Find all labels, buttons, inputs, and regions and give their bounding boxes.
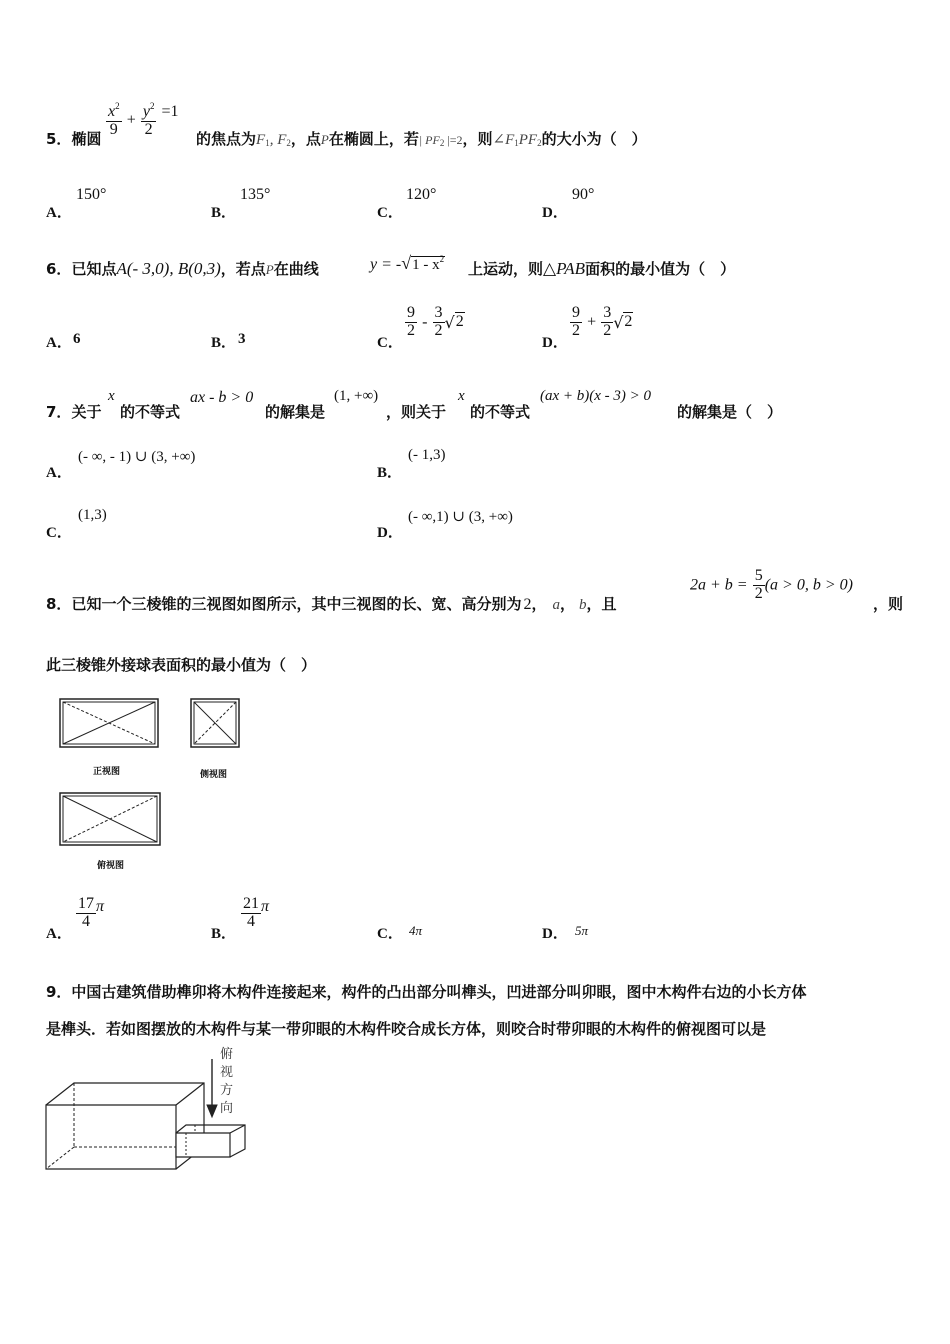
q6-option-d-value[interactable]: $\frac{9}{2}$ + $\frac{3}{2}$ √2 xyxy=(572,304,633,339)
q5-ellipse-equation: $\frac{x^2}{9}$ + $\frac{y^2}{2}$ =1 xyxy=(108,101,179,138)
q5-option-c-value[interactable]: 120° xyxy=(406,186,437,203)
q8-number: 8． xyxy=(46,595,72,613)
top-view-caption: 俯视图 xyxy=(97,861,125,871)
q7-option-a-label[interactable]: A． xyxy=(46,465,72,481)
q6-option-c-value[interactable]: $\frac{9}{2}$ - $\frac{3}{2}$ √2 xyxy=(407,304,464,339)
front-view-caption: 正视图 xyxy=(93,767,121,777)
q8-option-b-value[interactable]: $\frac{21}{4}$ π xyxy=(243,895,270,930)
view-direction-arrow xyxy=(207,1059,217,1117)
q8-option-c-value[interactable]: 4π xyxy=(409,923,423,938)
q8-option-a-value[interactable]: $\frac{17}{4}$ π xyxy=(78,895,105,930)
q8-stem-line2: 此三棱锥外接球表面积的最小值为（ ） xyxy=(46,656,317,674)
q5-option-b-value[interactable]: 135° xyxy=(240,186,271,203)
q6-option-b-label[interactable]: B． xyxy=(211,335,237,351)
tenon-block xyxy=(176,1125,245,1157)
q7-option-c-label[interactable]: C． xyxy=(46,525,72,541)
q7-solution-1: (1, +∞) xyxy=(334,388,379,404)
q9-mortise-tenon-figure xyxy=(40,1045,280,1175)
q7-stem-part4: ，则关于 xyxy=(386,403,447,421)
q6-option-d-label[interactable]: D． xyxy=(542,335,568,351)
top-view-diagram xyxy=(60,793,160,845)
side-view-diagram xyxy=(191,699,239,747)
q7-stem-part1: 7．关于 xyxy=(46,403,102,421)
q8-option-d-value[interactable]: 5π xyxy=(575,923,589,938)
q7-option-d-label[interactable]: D． xyxy=(377,525,403,541)
q7-var-x: x xyxy=(108,388,115,404)
q7-stem-part2: 的不等式 xyxy=(120,403,181,421)
q8-option-c-label[interactable]: C． xyxy=(377,926,403,942)
q6-stem: 6．已知点A(- 3,0), B(0,3)，若点P在曲线 xyxy=(46,259,319,278)
q5-number: 5． xyxy=(46,130,72,148)
q7-option-a-value[interactable]: (- ∞, - 1) ∪ (3, +∞) xyxy=(78,449,196,465)
q7-option-b-value[interactable]: (- 1,3) xyxy=(408,447,446,463)
q7-number: 7． xyxy=(46,403,72,421)
front-view-diagram xyxy=(60,699,158,747)
q6-option-a-label[interactable]: A． xyxy=(46,335,72,351)
q5-option-d-value[interactable]: 90° xyxy=(572,186,595,203)
q6-number: 6． xyxy=(46,260,72,278)
q8-option-a-label[interactable]: A． xyxy=(46,926,72,942)
q5-option-b-label[interactable]: B． xyxy=(211,205,237,221)
q5-option-a-value[interactable]: 150° xyxy=(76,186,107,203)
q9-stem-line2: 是榫头．若如图摆放的木构件与某一带卯眼的木构件咬合成长方体，则咬合时带卯眼的木构件的俯视图可以是 xyxy=(46,1020,767,1038)
q8-option-b-label[interactable]: B． xyxy=(211,926,237,942)
q5-stem-continued: 的焦点为$F_1$, $F_2$，点P在椭圆上，若| $PF_2$ |=2，则$\angle F_1PF_2$的大小为（ ） xyxy=(196,130,647,148)
q7-option-b-label[interactable]: B． xyxy=(377,465,403,481)
q5-stem: 5．椭圆 xyxy=(46,130,102,148)
q7-stem-part6: 的解集是（ ） xyxy=(677,403,783,421)
q5-option-c-label[interactable]: C． xyxy=(377,205,403,221)
q7-inequality-2: (ax + b)(x - 3) > 0 xyxy=(540,388,652,404)
q6-option-b-value[interactable]: 3 xyxy=(238,331,246,347)
q7-var-x-2: x xyxy=(458,388,465,404)
q7-stem-part3: 的解集是 xyxy=(265,403,326,421)
q8-condition: 2a + b = $\frac{5}{2}$ (a > 0, b > 0) xyxy=(690,567,853,602)
side-view-caption: 侧视图 xyxy=(200,770,228,780)
q8-option-d-label[interactable]: D． xyxy=(542,926,568,942)
q6-option-a-value[interactable]: 6 xyxy=(73,331,81,347)
q9-stem-line1: 9．中国古建筑借助榫卯将木构件连接起来，构件的凸出部分叫榫头，凹进部分叫卯眼，图中木构件右边的小长方体 xyxy=(46,983,807,1001)
q8-three-views-figure xyxy=(55,695,255,875)
q7-stem-part5: 的不等式 xyxy=(470,403,531,421)
q7-option-d-value[interactable]: (- ∞,1) ∪ (3, +∞) xyxy=(408,509,513,525)
q7-inequality-1: ax - b > 0 xyxy=(190,389,254,406)
q6-stem-continued: 上运动，则△PAB面积的最小值为（ ） xyxy=(468,259,736,278)
q7-option-c-value[interactable]: (1,3) xyxy=(78,507,107,523)
q6-curve-equation: $y = -√1 - x^2$ xyxy=(370,253,445,273)
q8-stem-end: ，则 xyxy=(873,595,904,613)
q5-option-a-label[interactable]: A． xyxy=(46,205,72,221)
q5-option-d-label[interactable]: D． xyxy=(542,205,568,221)
view-direction-label: 俯 视 方 向 xyxy=(220,1047,234,1116)
q8-stem-line1: 8．已知一个三棱锥的三视图如图所示，其中三视图的长、宽、高分别为 2， a， b，且 xyxy=(46,595,617,613)
q6-option-c-label[interactable]: C． xyxy=(377,335,403,351)
